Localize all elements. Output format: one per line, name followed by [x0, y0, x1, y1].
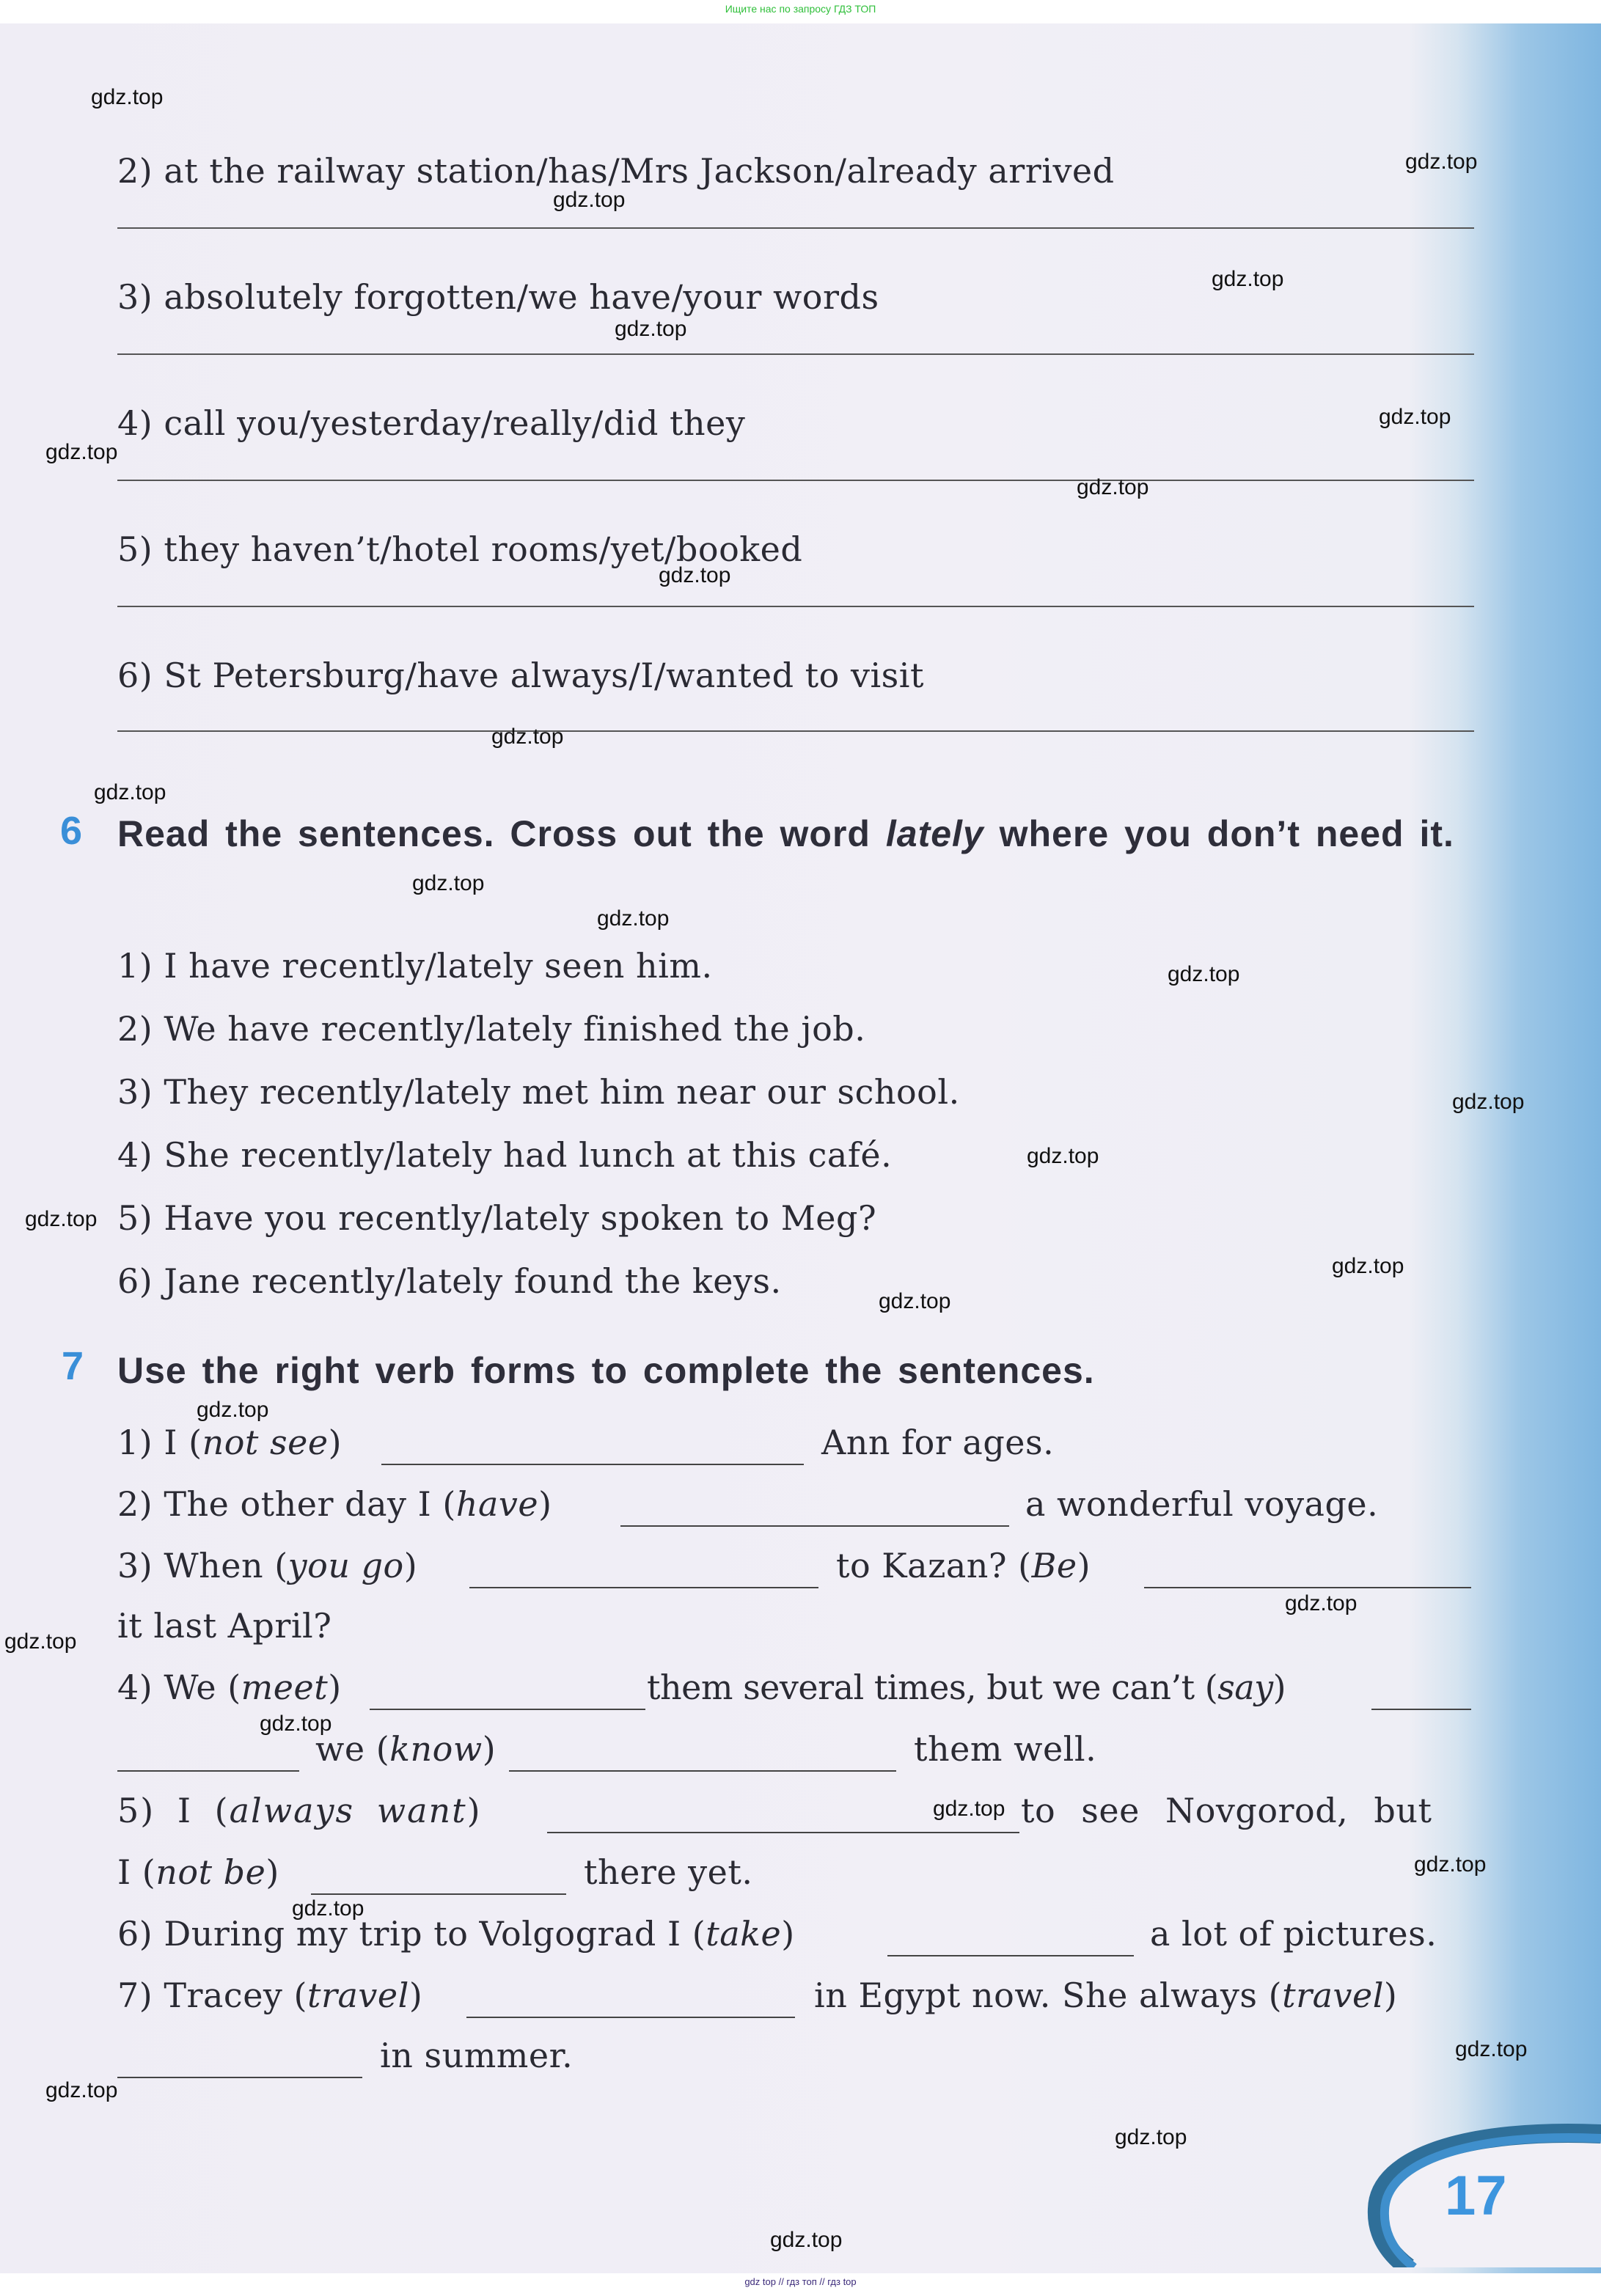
answer-blank[interactable] — [117, 1770, 299, 1772]
ex5-item: 6) St Petersburg/have always/I/wanted to visit — [117, 656, 924, 695]
answer-blank[interactable] — [887, 1955, 1134, 1956]
ex7-line: Ann for ages. — [821, 1423, 1055, 1462]
ex7-line: it last April? — [117, 1606, 332, 1646]
answer-line[interactable] — [117, 730, 1474, 732]
answer-blank[interactable] — [311, 1893, 566, 1895]
watermark: gdz.top — [770, 2228, 843, 2252]
top-banner-note: Ищите нас по запросу ГДЗ ТОП — [725, 3, 876, 15]
ex6-item: 1) I have recently/lately seen him. — [117, 946, 713, 986]
watermark: gdz.top — [4, 1629, 77, 1654]
watermark: gdz.top — [292, 1896, 364, 1921]
answer-blank[interactable] — [509, 1770, 896, 1772]
watermark: gdz.top — [197, 1398, 269, 1422]
answer-blank[interactable] — [381, 1464, 804, 1465]
ex6-item: 6) Jane recently/lately found the keys. — [117, 1261, 782, 1301]
watermark: gdz.top — [1027, 1144, 1099, 1168]
exercise-number: 6 — [60, 809, 83, 853]
exercise-instruction: Use the right verb forms to complete the sentences. — [117, 1350, 1095, 1391]
ex5-item: 5) they haven’t/hotel rooms/yet/booked — [117, 529, 803, 569]
watermark: gdz.top — [933, 1797, 1005, 1821]
watermark: gdz.top — [615, 317, 687, 341]
watermark: gdz.top — [25, 1207, 98, 1231]
answer-blank[interactable] — [469, 1587, 818, 1588]
watermark: gdz.top — [91, 85, 164, 109]
exercise-number: 7 — [62, 1344, 84, 1388]
watermark: gdz.top — [45, 2078, 118, 2102]
watermark: gdz.top — [412, 871, 485, 895]
answer-blank[interactable] — [620, 1525, 1009, 1527]
ex5-item: 4) call you/yesterday/really/did they — [117, 403, 746, 443]
watermark: gdz.top — [1455, 2037, 1528, 2061]
ex7-line: 3) When (you go) — [117, 1546, 418, 1585]
workbook-page — [0, 23, 1601, 2273]
ex6-item: 3) They recently/lately met him near our school. — [117, 1072, 960, 1112]
ex7-line: we (know) — [315, 1729, 497, 1769]
ex7-line: 6) During my trip to Volgograd I (take) — [117, 1914, 795, 1954]
ex5-item: 3) absolutely forgotten/we have/your words — [117, 277, 879, 317]
ex7-line: them several times, but we can’t (say) — [647, 1668, 1286, 1707]
ex5-item: 2) at the railway station/has/Mrs Jackson/already arrived — [117, 151, 1115, 191]
watermark: gdz.top — [597, 906, 670, 931]
ex7-line: 5) I (always want) — [117, 1791, 482, 1830]
answer-blank[interactable] — [547, 1832, 1019, 1833]
ex7-line: there yet. — [584, 1852, 753, 1892]
ex7-line: to Kazan? (Be) — [836, 1546, 1091, 1585]
answer-blank[interactable] — [466, 2017, 795, 2018]
ex6-item: 4) She recently/lately had lunch at this café. — [117, 1135, 893, 1175]
watermark: gdz.top — [1115, 2125, 1187, 2149]
ex7-line: a lot of pictures. — [1150, 1914, 1437, 1954]
watermark: gdz.top — [1379, 405, 1451, 429]
ex7-line: 7) Tracey (travel) — [117, 1976, 423, 2015]
ex7-line: 4) We (meet) — [117, 1668, 342, 1707]
ex6-item: 2) We have recently/lately finished the job. — [117, 1009, 866, 1049]
watermark: gdz.top — [1285, 1591, 1358, 1615]
ex7-line: 2) The other day I (have) — [117, 1484, 552, 1524]
ex7-line: in summer. — [380, 2036, 574, 2075]
watermark: gdz.top — [1414, 1852, 1487, 1877]
answer-blank[interactable] — [1371, 1709, 1471, 1710]
answer-line[interactable] — [117, 353, 1474, 355]
exercise-instruction: Read the sentences. Cross out the word lately where you don’t need it. — [117, 813, 1454, 854]
answer-blank[interactable] — [117, 2077, 362, 2078]
watermark: gdz.top — [553, 188, 626, 212]
watermark: gdz.top — [659, 563, 731, 587]
watermark: gdz.top — [1405, 150, 1478, 174]
watermark: gdz.top — [491, 725, 564, 749]
answer-line[interactable] — [117, 606, 1474, 607]
ex7-line: a wonderful voyage. — [1025, 1484, 1379, 1524]
ex7-line: 1) I (not see) — [117, 1423, 342, 1462]
watermark: gdz.top — [1168, 962, 1240, 986]
ex7-line: I (not be) — [117, 1852, 279, 1892]
watermark: gdz.top — [1077, 475, 1149, 499]
ex6-item: 5) Have you recently/lately spoken to Meg? — [117, 1198, 877, 1238]
watermark: gdz.top — [1452, 1090, 1525, 1114]
answer-blank[interactable] — [1144, 1587, 1471, 1588]
watermark: gdz.top — [260, 1712, 332, 1736]
ex7-line: in Egypt now. She always (travel) — [814, 1976, 1398, 2015]
watermark: gdz.top — [94, 780, 166, 804]
answer-line[interactable] — [117, 480, 1474, 481]
footer-note: gdz top // гдз топ // гдз top — [744, 2276, 857, 2287]
watermark: gdz.top — [1212, 267, 1284, 291]
ex7-line: to see Novgorod, but — [1021, 1791, 1432, 1830]
watermark: gdz.top — [1332, 1254, 1404, 1278]
ex7-line: them well. — [914, 1729, 1097, 1769]
answer-line[interactable] — [117, 227, 1474, 229]
page-number: 17 — [1445, 2165, 1507, 2227]
watermark: gdz.top — [45, 440, 118, 464]
answer-blank[interactable] — [370, 1709, 645, 1710]
watermark: gdz.top — [879, 1289, 951, 1313]
